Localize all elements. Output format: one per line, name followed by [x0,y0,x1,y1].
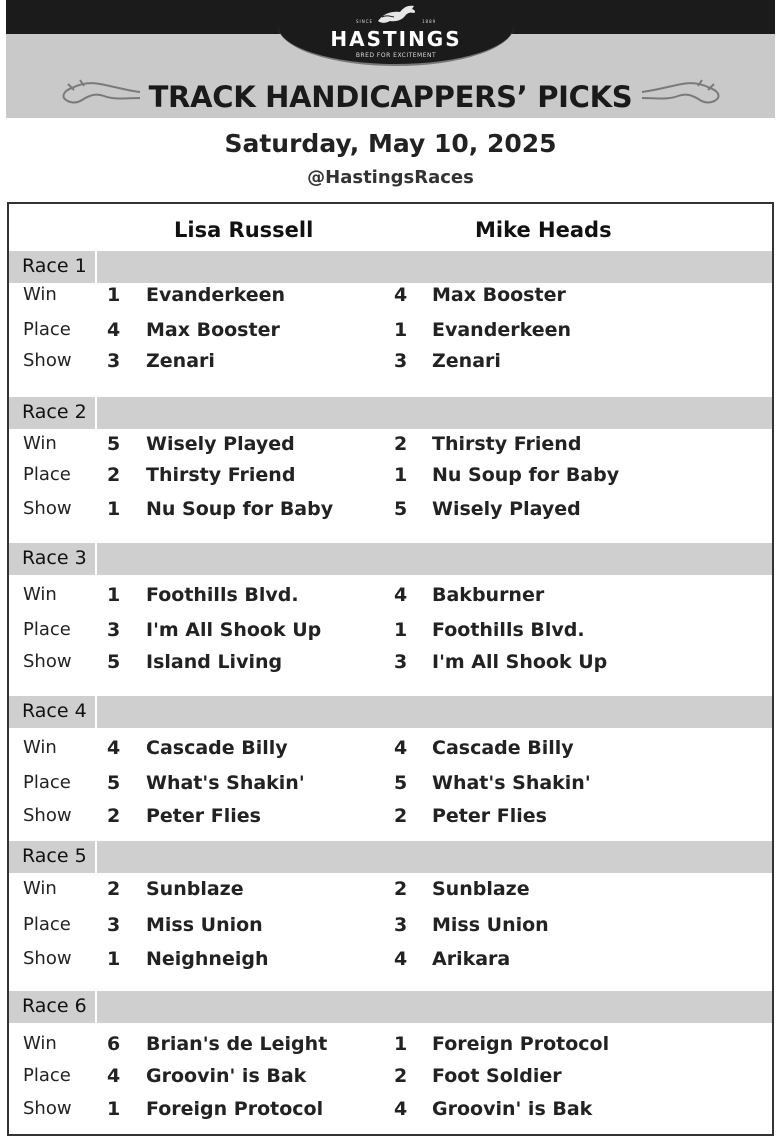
position-label: Win [23,1033,57,1054]
mike-pick-number: 4 [394,737,408,759]
mike-pick-horse: I'm All Shook Up [432,651,608,673]
lisa-pick-horse: Brian's de Leight [146,1033,328,1055]
position-label: Show [23,350,72,371]
race-header [9,696,772,728]
pick-row [9,873,772,905]
position-label: Win [23,878,57,899]
race-label: Race 6 [22,995,87,1017]
position-label: Show [23,498,72,519]
mike-pick-horse: Foot Soldier [432,1065,562,1087]
lisa-pick-horse: Neighneigh [146,948,269,970]
race-header [9,991,772,1023]
race-bar-divider [95,991,97,1023]
mike-pick-horse: Thirsty Friend [432,433,582,455]
mike-pick-horse: Sunblaze [432,878,530,900]
position-label: Show [23,651,72,672]
pick-row [9,614,772,646]
race-header [9,543,772,575]
lisa-pick-horse: Groovin' is Bak [146,1065,307,1087]
lisa-pick-horse: Wisely Played [146,433,295,455]
position-label: Show [23,1098,72,1119]
mike-pick-number: 2 [394,805,408,827]
mike-pick-number: 1 [394,1033,408,1055]
lisa-pick-number: 5 [107,651,121,673]
race-date: Saturday, May 10, 2025 [224,129,557,158]
lisa-pick-horse: Evanderkeen [146,284,285,306]
mike-pick-number: 1 [394,619,408,641]
race-bar-divider [95,696,97,728]
header-banner [6,0,775,118]
logo-tagline: BRED FOR EXCITEMENT [355,52,437,59]
lisa-pick-number: 1 [107,284,121,306]
mike-pick-number: 5 [394,498,408,520]
pick-row [9,459,772,491]
mike-pick-horse: Groovin' is Bak [432,1098,593,1120]
race-bar-divider [95,543,97,575]
lisa-pick-horse: Nu Soup for Baby [146,498,334,520]
position-label: Win [23,284,57,305]
position-label: Win [23,584,57,605]
logo-name: HASTINGS [330,27,462,51]
lisa-pick-number: 2 [107,878,121,900]
lisa-pick-number: 3 [107,350,121,372]
mike-pick-number: 2 [394,1065,408,1087]
lisa-pick-number: 2 [107,805,121,827]
lisa-pick-horse: Miss Union [146,914,263,936]
column-header-mike-heads: Mike Heads [475,218,612,242]
logo-since: SINCE [356,19,374,24]
lisa-pick-number: 3 [107,914,121,936]
position-label: Place [23,914,71,935]
pick-row [9,1060,772,1092]
lisa-pick-number: 1 [107,948,121,970]
lisa-pick-number: 4 [107,1065,121,1087]
lisa-pick-number: 5 [107,433,121,455]
horse-head-right-icon [640,76,722,110]
position-label: Place [23,619,71,640]
pick-row [9,428,772,460]
race-label: Race 1 [22,255,87,277]
race-label: Race 3 [22,547,87,569]
position-label: Place [23,464,71,485]
pick-row [9,345,772,377]
lisa-pick-horse: Thirsty Friend [146,464,296,486]
mike-pick-number: 4 [394,584,408,606]
mike-pick-horse: Wisely Played [432,498,581,520]
mike-pick-horse: Nu Soup for Baby [432,464,620,486]
pick-row [9,1028,772,1060]
lisa-pick-horse: Sunblaze [146,878,244,900]
lisa-pick-number: 4 [107,737,121,759]
pick-row [9,493,772,525]
lisa-pick-number: 1 [107,584,121,606]
race-label: Race 4 [22,700,87,722]
position-label: Place [23,319,71,340]
mike-pick-number: 4 [394,948,408,970]
mike-pick-number: 5 [394,772,408,794]
race-header [9,841,772,873]
mike-pick-horse: Bakburner [432,584,545,606]
social-handle: @HastingsRaces [307,167,474,188]
lisa-pick-horse: Cascade Billy [146,737,288,759]
lisa-pick-number: 1 [107,498,121,520]
lisa-pick-horse: What's Shakin' [146,772,305,794]
mike-pick-horse: Arikara [432,948,511,970]
mike-pick-horse: What's Shakin' [432,772,591,794]
pick-row [9,646,772,678]
lisa-pick-number: 5 [107,772,121,794]
horse-logo-icon [374,3,418,27]
mike-pick-horse: Foreign Protocol [432,1033,610,1055]
position-label: Show [23,805,72,826]
mike-pick-horse: Peter Flies [432,805,547,827]
mike-pick-horse: Zenari [432,350,501,372]
lisa-pick-number: 4 [107,319,121,341]
pick-row [9,732,772,764]
race-bar-divider [95,397,97,429]
position-label: Place [23,772,71,793]
pick-row [9,579,772,611]
position-label: Win [23,737,57,758]
pick-row [9,279,772,311]
mike-pick-number: 4 [394,284,408,306]
lisa-pick-horse: Max Booster [146,319,280,341]
race-label: Race 2 [22,401,87,423]
mike-pick-number: 4 [394,1098,408,1120]
race-header [9,397,772,429]
pick-row [9,909,772,941]
logo-year: 1889 [422,19,437,24]
lisa-pick-number: 1 [107,1098,121,1120]
mike-pick-horse: Cascade Billy [432,737,574,759]
mike-pick-number: 3 [394,651,408,673]
mike-pick-horse: Miss Union [432,914,549,936]
lisa-pick-horse: Island Living [146,651,283,673]
column-header-lisa-russell: Lisa Russell [174,218,314,242]
pick-row [9,767,772,799]
position-label: Win [23,433,57,454]
pick-row [9,314,772,346]
lisa-pick-number: 6 [107,1033,121,1055]
pick-row [9,943,772,975]
mike-pick-number: 2 [394,878,408,900]
mike-pick-number: 1 [394,319,408,341]
mike-pick-number: 3 [394,914,408,936]
lisa-pick-number: 2 [107,464,121,486]
page-title: TRACK HANDICAPPERS’ PICKS [148,80,633,114]
pick-row [9,1093,772,1125]
pick-row [9,800,772,832]
lisa-pick-horse: Peter Flies [146,805,261,827]
race-label: Race 5 [22,845,87,867]
mike-pick-number: 3 [394,350,408,372]
mike-pick-horse: Foothills Blvd. [432,619,585,641]
lisa-pick-horse: Zenari [146,350,215,372]
mike-pick-horse: Max Booster [432,284,566,306]
mike-pick-number: 2 [394,433,408,455]
mike-pick-horse: Evanderkeen [432,319,571,341]
lisa-pick-horse: I'm All Shook Up [146,619,322,641]
position-label: Show [23,948,72,969]
picks-table [7,202,774,1136]
lisa-pick-number: 3 [107,619,121,641]
mike-pick-number: 1 [394,464,408,486]
lisa-pick-horse: Foreign Protocol [146,1098,324,1120]
race-bar-divider [95,841,97,873]
lisa-pick-horse: Foothills Blvd. [146,584,299,606]
hastings-logo [278,0,514,66]
position-label: Place [23,1065,71,1086]
